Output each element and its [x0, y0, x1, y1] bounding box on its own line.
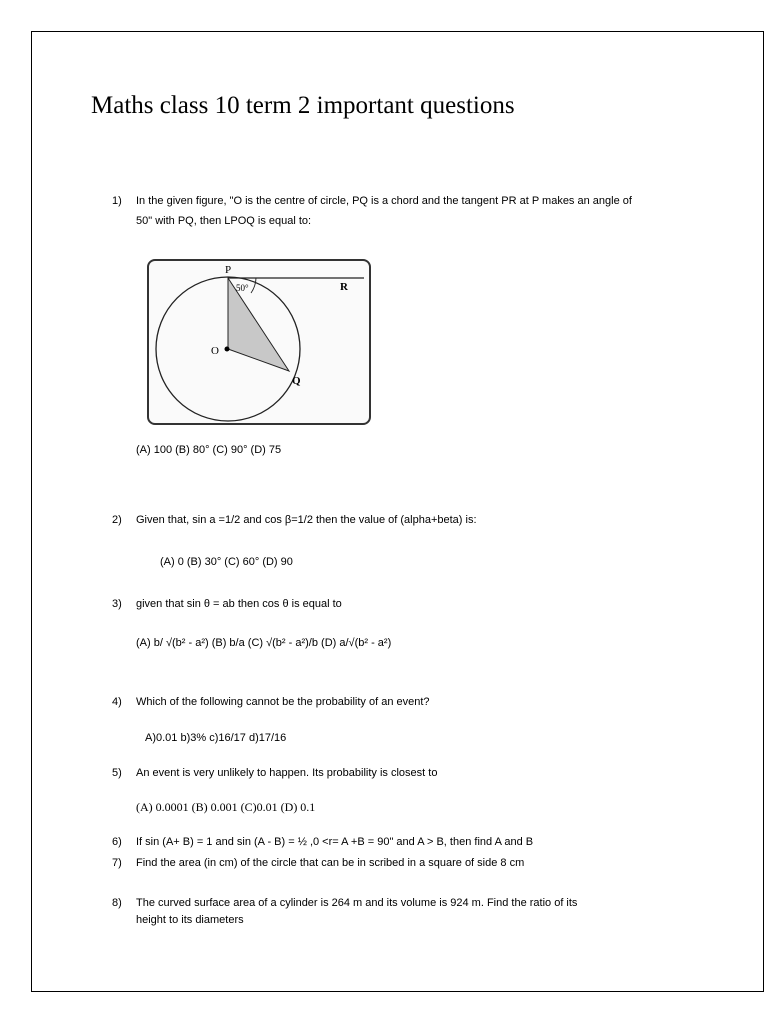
label-angle: 50°	[236, 283, 249, 293]
answer-options: (A) 0.0001 (B) 0.001 (C)0.01 (D) 0.1	[136, 800, 316, 814]
question-number: 7)	[112, 857, 122, 869]
question-text: Find the area (in cm) of the circle that can be in scribed in a square of side 8 cm	[136, 857, 525, 869]
question-text: In the given figure, "O is the centre of circle, PQ is a chord and the tangent PR at P makes an angle of	[136, 195, 632, 207]
label-p: P	[225, 264, 232, 276]
question-text: given that sin θ = ab then cos θ is equal to	[136, 598, 342, 610]
answer-options: (A) 100 (B) 80° (C) 90° (D) 75	[136, 444, 282, 456]
label-q: Q	[292, 375, 301, 387]
question-text: If sin (A+ B) = 1 and sin (A - B) = ½ ,0 <r= A +B = 90" and A > B, then find A and B	[136, 836, 534, 848]
answer-options: (A) 0 (B) 30° (C) 60° (D) 90	[160, 556, 293, 568]
label-r: R	[340, 281, 348, 293]
question-number: 2)	[112, 514, 122, 526]
circle-tangent-figure	[146, 258, 372, 426]
question-text: An event is very unlikely to happen. Its probability is closest to	[136, 767, 438, 779]
question-number: 4)	[112, 696, 122, 708]
question-text: height to its diameters	[136, 914, 244, 926]
option-a-prefix: (A) b/	[136, 637, 166, 649]
label-o: O	[211, 345, 219, 357]
answer-options	[136, 633, 391, 653]
question-number: 8)	[112, 897, 122, 909]
page-title: Maths class 10 term 2 important questions	[91, 92, 515, 119]
question-number: 1)	[112, 195, 122, 207]
center-point	[225, 347, 230, 352]
question-number: 3)	[112, 598, 122, 610]
question-number: 5)	[112, 767, 122, 779]
question-text: 50" with PQ, then LPOQ is equal to:	[136, 215, 312, 227]
question-text: Which of the following cannot be the probability of an event?	[136, 696, 430, 708]
option-rest: √(b² - a²) (B) b/a (C) √(b² - a²)/b (D) a/√(b² - a²)	[165, 637, 392, 649]
question-text: Given that, sin a =1/2 and cos β=1/2 then the value of (alpha+beta) is:	[136, 514, 477, 526]
question-text: The curved surface area of a cylinder is 264 m and its volume is 924 m. Find the ratio of its	[136, 897, 578, 909]
answer-options: A)0.01 b)3% c)16/17 d)17/16	[145, 732, 287, 744]
question-number: 6)	[112, 836, 122, 848]
